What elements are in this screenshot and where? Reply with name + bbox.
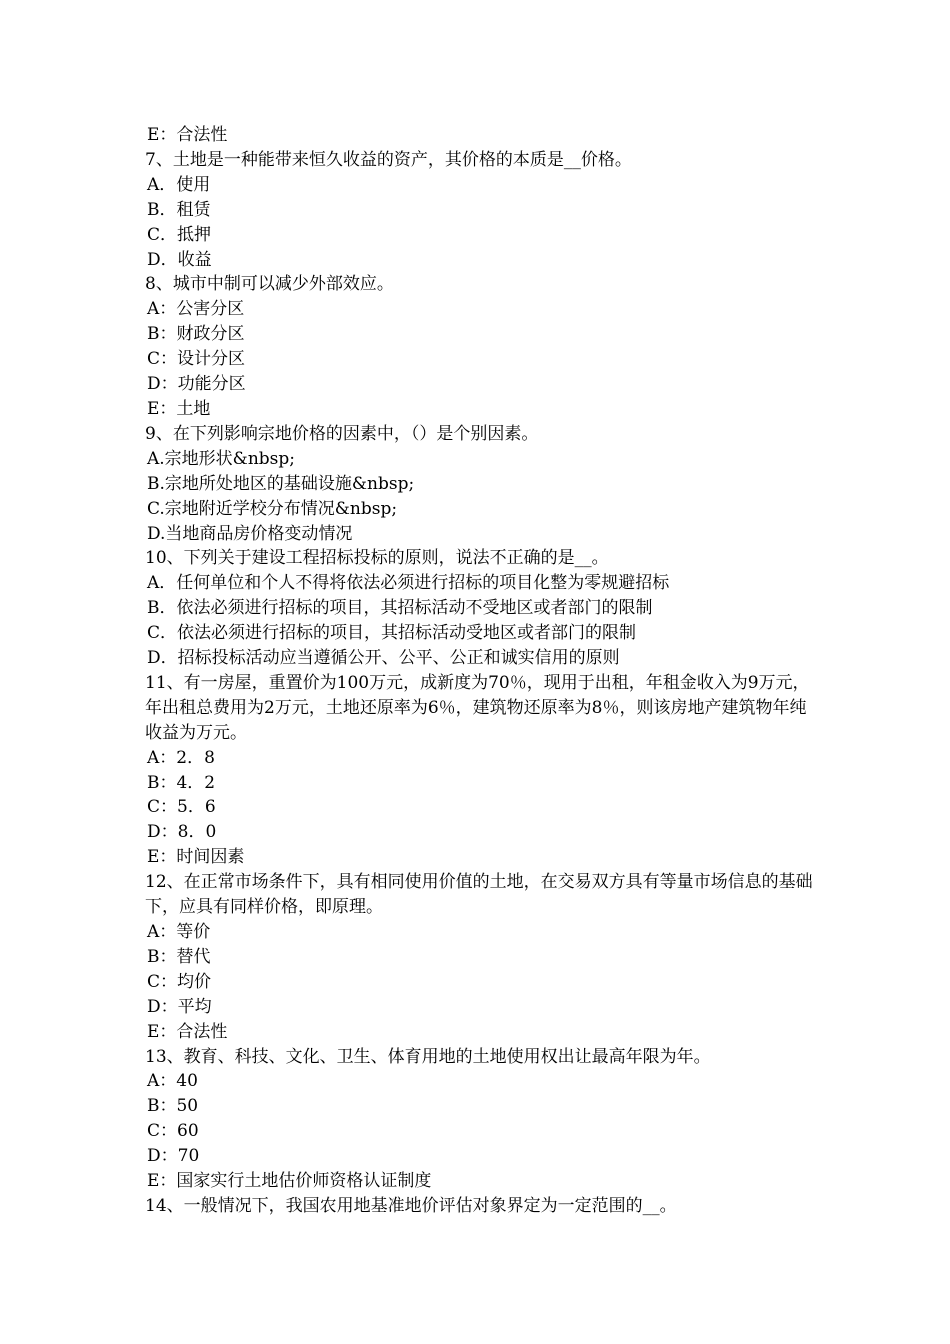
answer-option: E：合法性 [147, 1021, 228, 1042]
answer-option: C：设计分区 [147, 349, 246, 370]
answer-option: A．使用 [147, 174, 211, 195]
answer-option: A：公害分区 [147, 299, 245, 320]
question-text: 11、有一房屋，重置价为100万元，成新度为70％，现用于出租，年租金收入为9万元，年出租总费用为2万元，土地还原率为6％，建筑物还原率为8％，则该房地产建筑物年纯收益为万元。 [145, 672, 810, 743]
answer-option: C.宗地附近学校分布情况&nbsp; [147, 498, 398, 519]
answer-option: B：50 [147, 1096, 199, 1117]
answer-option: A．任何单位和个人不得将依法必须进行招标的项目化整为零规避招标 [147, 573, 670, 594]
question-text: 8、城市中制可以减少外部效应。 [145, 274, 394, 295]
answer-option: D．招标投标活动应当遵循公开、公平、公正和诚实信用的原则 [147, 648, 620, 669]
question-text: 14、一般情况下，我国农用地基准地价评估对象界定为一定范围的__。 [145, 1195, 677, 1216]
answer-option: E：合法性 [147, 125, 228, 145]
answer-option: B：财政分区 [147, 324, 245, 345]
question-text: 9、在下列影响宗地价格的因素中，（）是个别因素。 [145, 423, 539, 444]
answer-option: D.当地商品房价格变动情况 [147, 523, 353, 544]
answer-option: A：等价 [147, 922, 211, 942]
answer-option: C．抵押 [147, 224, 212, 245]
answer-option: D：平均 [147, 996, 212, 1017]
answer-option: C：均价 [147, 971, 212, 992]
answer-option: E：时间因素 [147, 847, 245, 868]
answer-option: C：5．6 [147, 797, 216, 818]
answer-option: E：土地 [147, 398, 211, 419]
question-text: 10、下列关于建设工程招标投标的原则，说法不正确的是__。 [145, 548, 609, 569]
answer-option: A：40 [147, 1071, 198, 1092]
answer-option: D．收益 [147, 249, 212, 270]
question-text: 12、在正常市场条件下，具有相同使用价值的土地，在交易双方具有等量市场信息的基础下，应具有同样价格，即原理。 [145, 872, 813, 918]
answer-option: D：8．0 [147, 822, 217, 843]
question-text: 7、土地是一种能带来恒久收益的资产，其价格的本质是__价格。 [145, 149, 632, 170]
document-body [145, 123, 815, 1219]
answer-option: E：国家实行土地估价师资格认证制度 [147, 1171, 432, 1192]
answer-option: A：2．8 [147, 747, 215, 768]
answer-option: B.宗地所处地区的基础设施&nbsp; [147, 473, 415, 494]
answer-option: C．依法必须进行招标的项目，其招标活动受地区或者部门的限制 [147, 623, 637, 644]
answer-option: C：60 [147, 1121, 199, 1142]
answer-option: B．租赁 [147, 199, 211, 220]
answer-option: D：70 [147, 1146, 200, 1167]
answer-option: B：4．2 [147, 772, 216, 793]
question-text: 13、教育、科技、文化、卫生、体育用地的土地使用权出让最高年限为年。 [145, 1046, 711, 1067]
answer-option: B．依法必须进行招标的项目，其招标活动不受地区或者部门的限制 [147, 598, 653, 619]
answer-option: B：替代 [147, 946, 211, 967]
answer-option: A.宗地形状&nbsp; [147, 448, 295, 469]
answer-option: D：功能分区 [147, 374, 246, 395]
